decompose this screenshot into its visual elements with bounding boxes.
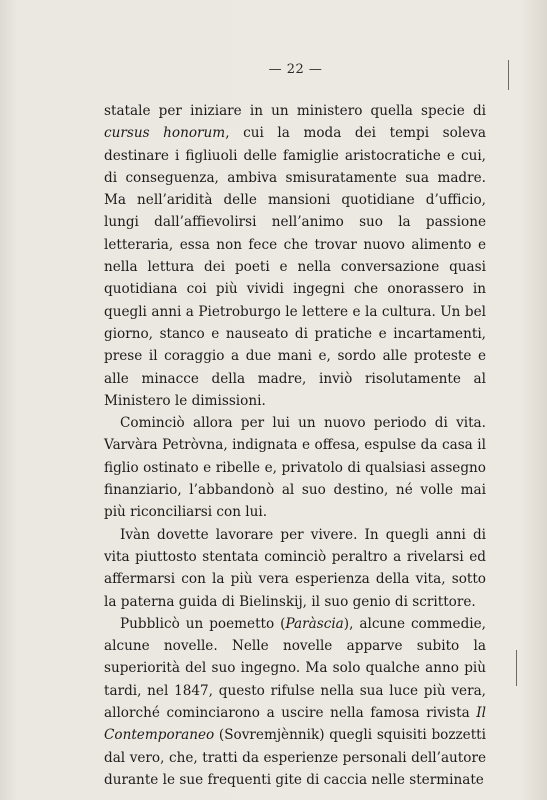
text-run: ), alcune commedie, alcune novelle. Nelle novelle apparve subito la superiorità del suo ingegno. Ma solo qualche anno più tardi, nel 1847, questo rifulse nella sua luce più vera, allorché cominciarono a uscire nella famosa rivista (104, 615, 486, 722)
body-text (104, 100, 486, 791)
page-header (0, 62, 547, 77)
text-run: , cui la moda dei tempi soleva destinare i figliuoli delle famiglie aristocratiche e cui, di conseguenza, ambiva smisuratamente sua madre. Ma nell’aridità delle mansioni quotidiane d’ufficio, lungi dall’affievolirsi nell’animo suo la passione letteraria, essa non fece che trovar nuovo alimento e nella lettura dei poeti e nella conversazione quasi quotidiana coi più vividi ingegni che onorassero in quegli anni a Pietroburgo le lettere e la cultura. Un bel giorno, stanco e nauseato di pratiche e incartamenti, prese il coraggio a due mani e, sordo alle proteste e alle minacce della madre, inviò risolutamente al Ministero le dimissioni. (104, 125, 486, 409)
paragraph (104, 412, 486, 523)
paper-crease-mark (516, 650, 517, 686)
paragraph (104, 524, 486, 613)
italic-text-run: Il Contemporaneo (104, 705, 486, 744)
page-number: — 22 — (268, 62, 323, 77)
paragraph (104, 100, 486, 412)
italic-text-run: cursus honorum (104, 125, 226, 142)
text-run: statale per iniziare in un ministero quella specie di (104, 103, 486, 119)
text-run: Ivàn dovette lavorare per vivere. In quegli anni di vita piuttosto stentata cominciò peraltro a rivelarsi ed affermarsi con la più vera esperienza della vita, sotto la paterna guida di Bielinskij, il suo genio di scrittore. (104, 526, 486, 610)
italic-text-run: Paràscia (285, 615, 344, 632)
text-run: (Sovremjènnik) quegli squisiti bozzetti dal vero, che, tratti da esperienze personali dell’autore durante le sue frequenti gite di caccia nelle sterminate (104, 727, 486, 788)
text-run: Pubblicò un poemetto ( (120, 615, 286, 632)
text-run: Cominciò allora per lui un nuovo periodo di vita. Varvàra Petròvna, indignata e offesa, espulse da casa il figlio ostinato e ribelle e, privatolo di qualsiasi assegno finanziario, l’abbandonò al suo destino, né volle mai più riconciliarsi con lui. (104, 415, 486, 521)
paragraph (104, 613, 486, 791)
